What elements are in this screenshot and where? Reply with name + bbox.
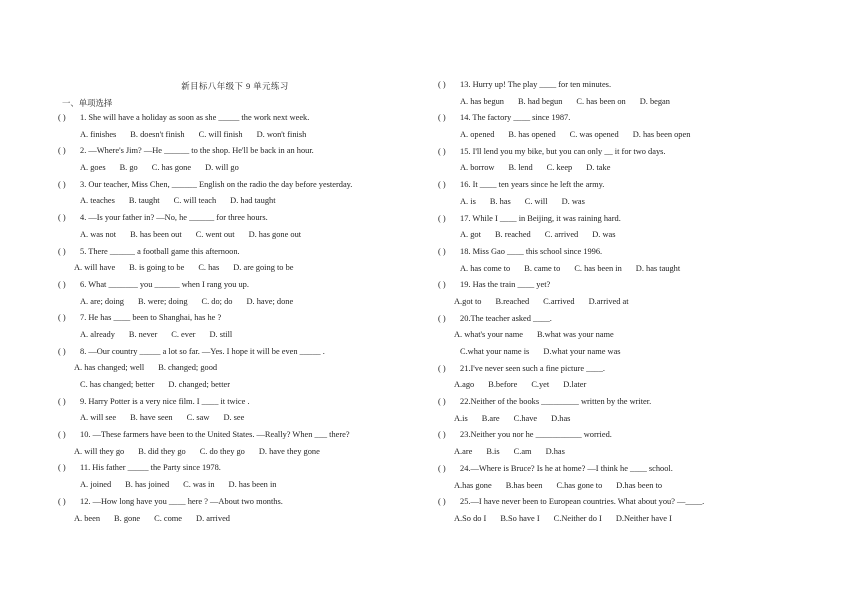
answer-blank[interactable]: ( ) <box>58 213 66 223</box>
option-choice[interactable]: A. opened <box>460 130 495 140</box>
question-stem <box>58 213 352 230</box>
page-title: 新目标八年级下 9 单元练习 <box>181 82 289 91</box>
option-choice[interactable]: D. have; done <box>246 296 294 306</box>
question-stem <box>58 247 352 264</box>
option-choice[interactable]: C. was opened <box>569 130 619 140</box>
option-choice[interactable]: D. won't finish <box>256 129 307 139</box>
answer-blank[interactable]: ( ) <box>438 397 446 407</box>
option-choice[interactable]: A.got to <box>454 296 482 306</box>
option-choice[interactable]: D.has been to <box>616 480 663 490</box>
option-choice[interactable]: C. will teach <box>173 196 217 206</box>
option-choice[interactable]: C. will <box>524 196 548 206</box>
option-choice[interactable]: C. has changed; better <box>80 380 155 389</box>
option-choice[interactable]: B.reached <box>495 296 530 306</box>
question-stem <box>438 80 704 97</box>
question-text: 17. While I ____ in Beijing, it was raining hard. <box>460 213 621 223</box>
option-choice[interactable]: C. will finish <box>198 129 243 139</box>
question-stem <box>58 146 352 163</box>
answer-blank[interactable]: ( ) <box>58 346 66 356</box>
option-choice[interactable]: A. is <box>460 196 476 206</box>
question-text: 9. Harry Potter is a very nice film. I ____ it twice . <box>80 396 250 406</box>
option-choice[interactable]: D.has <box>545 447 565 457</box>
question-text: 1. She will have a holiday as soon as she _____ the work next week. <box>80 113 310 122</box>
option-choice[interactable]: B. never <box>128 329 158 339</box>
option-choice[interactable]: B. is going to be <box>129 263 185 273</box>
option-row <box>438 380 704 397</box>
option-choice[interactable]: C. has been on <box>576 96 626 106</box>
question-stem <box>438 214 704 231</box>
question-text: 10. —These farmers have been to the United States. —Really? When ___ there? <box>80 430 350 440</box>
option-choice[interactable]: D. changed; better <box>168 380 231 389</box>
option-choice[interactable]: C. arrived <box>544 230 579 240</box>
option-choice[interactable]: B.is <box>486 447 500 457</box>
option-choice[interactable]: D. arrived <box>196 513 230 523</box>
answer-blank[interactable]: ( ) <box>58 246 66 256</box>
option-row <box>58 480 352 497</box>
option-choice[interactable]: D.has <box>551 413 571 423</box>
question-text: 5. There ______ a football game this afternoon. <box>80 246 240 256</box>
option-row <box>58 363 352 380</box>
answer-blank[interactable]: ( ) <box>58 463 66 473</box>
option-row <box>438 297 704 314</box>
answer-blank[interactable]: ( ) <box>438 213 446 223</box>
question-stem <box>438 497 704 514</box>
question-text: 21.I've never seen such a fine picture ____. <box>460 363 605 373</box>
answer-blank[interactable]: ( ) <box>438 363 446 373</box>
option-choice[interactable]: A. has changed; well <box>74 363 145 373</box>
option-row <box>58 297 352 314</box>
option-choice[interactable]: C. has <box>198 263 220 273</box>
option-choice[interactable]: C.Neither do I <box>553 513 602 523</box>
question-stem <box>438 280 704 297</box>
option-row <box>58 263 352 280</box>
question-text: 8. —Our country _____ a lot so far. —Yes. I hope it will be even _____ . <box>80 346 325 356</box>
question-stem <box>58 347 352 364</box>
answer-blank[interactable]: ( ) <box>438 113 446 123</box>
question-stem <box>438 147 704 164</box>
option-row <box>438 330 704 347</box>
option-choice[interactable]: D. take <box>586 163 611 173</box>
option-choice[interactable]: B. had begun <box>517 96 563 106</box>
question-stem <box>438 364 704 381</box>
option-choice[interactable]: A.ago <box>454 380 475 390</box>
option-row <box>438 347 704 364</box>
option-choice[interactable]: C. keep <box>546 163 573 173</box>
option-choice[interactable]: A.So do I <box>454 513 487 523</box>
answer-blank[interactable]: ( ) <box>438 180 446 190</box>
option-choice[interactable]: B. did they go <box>138 446 186 456</box>
option-choice[interactable]: B.what was your name <box>536 330 614 340</box>
question-text: 23.Neither you nor he ___________ worried. <box>460 430 612 440</box>
question-text: 14. The factory ____ since 1987. <box>460 113 571 123</box>
option-choice[interactable]: B. go <box>119 163 138 173</box>
question-stem <box>438 397 704 414</box>
option-choice[interactable]: C.am <box>513 447 532 457</box>
answer-blank[interactable]: ( ) <box>58 146 66 156</box>
option-choice[interactable]: D. have they gone <box>258 446 320 456</box>
option-choice[interactable]: C. do; do <box>201 296 233 306</box>
answer-blank[interactable]: ( ) <box>438 497 446 507</box>
option-choice[interactable]: D. will go <box>205 163 239 173</box>
answer-blank[interactable]: ( ) <box>438 463 446 473</box>
option-row <box>58 514 352 531</box>
question-stem <box>438 314 704 331</box>
question-stem <box>58 497 352 514</box>
option-choice[interactable]: C. come <box>154 513 183 523</box>
option-row <box>58 330 352 347</box>
question-text: 25.—I have never been to European countries. What about you? —____. <box>460 497 705 507</box>
option-choice[interactable]: D.arrived at <box>588 296 629 306</box>
option-choice[interactable]: B. has <box>489 196 511 206</box>
option-choice[interactable]: A. already <box>80 329 115 339</box>
question-stem <box>58 463 352 480</box>
option-choice[interactable]: B. doesn't finish <box>130 129 185 139</box>
answer-blank[interactable]: ( ) <box>58 279 66 289</box>
option-row <box>438 264 704 281</box>
option-choice[interactable]: D.Neither have I <box>615 513 672 523</box>
option-choice[interactable]: D. began <box>639 96 670 106</box>
option-row <box>438 230 704 247</box>
option-choice[interactable]: D. had taught <box>230 196 276 206</box>
section-heading: 一、单项选择 <box>62 99 113 108</box>
option-choice[interactable]: C. has been in <box>574 263 622 273</box>
option-choice[interactable]: C.yet <box>531 380 550 390</box>
option-choice[interactable]: D. has been in <box>228 480 277 490</box>
option-choice[interactable]: A.has gone <box>454 480 492 490</box>
option-row <box>438 130 704 147</box>
option-choice[interactable]: B. reached <box>494 230 531 240</box>
option-choice[interactable]: A.is <box>454 413 468 423</box>
option-choice[interactable]: A. what's your name <box>454 330 523 340</box>
option-choice[interactable]: A. borrow <box>460 163 495 173</box>
option-row <box>58 413 352 430</box>
question-stem <box>58 113 352 130</box>
question-text: 12. —How long have you ____ here ? —About two months. <box>80 496 283 506</box>
option-choice[interactable]: A. will have <box>74 263 116 273</box>
option-choice[interactable]: C.have <box>513 413 538 423</box>
option-choice[interactable]: B.before <box>488 380 518 390</box>
answer-blank[interactable]: ( ) <box>58 496 66 506</box>
option-choice[interactable]: B.So have I <box>500 513 540 523</box>
answer-blank[interactable]: ( ) <box>58 179 66 189</box>
option-choice[interactable]: B. lend <box>508 163 533 173</box>
option-choice[interactable]: A. been <box>74 513 101 523</box>
answer-blank[interactable]: ( ) <box>58 313 66 323</box>
option-row <box>58 163 352 180</box>
question-text: 19. Has the train ____ yet? <box>460 280 551 290</box>
option-row <box>438 197 704 214</box>
right-column <box>438 80 704 531</box>
answer-blank[interactable]: ( ) <box>438 146 446 156</box>
option-choice[interactable]: D.later <box>563 380 587 390</box>
answer-blank[interactable]: ( ) <box>438 280 446 290</box>
option-choice[interactable]: A. teaches <box>80 196 115 206</box>
option-choice[interactable]: C.has gone to <box>556 480 603 490</box>
question-text: 4. —Is your father in? —No, he ______ for three hours. <box>80 213 268 223</box>
question-stem <box>438 464 704 481</box>
option-row <box>58 230 352 247</box>
question-text: 16. It ____ ten years since he left the army. <box>460 180 605 190</box>
option-choice[interactable]: D. has taught <box>635 263 681 273</box>
question-stem <box>58 180 352 197</box>
question-stem <box>58 313 352 330</box>
option-choice[interactable]: A. has begun <box>460 96 504 106</box>
option-choice[interactable]: B. gone <box>114 513 141 523</box>
option-row <box>438 163 704 180</box>
option-choice[interactable]: B. has been out <box>130 229 182 239</box>
left-column <box>58 113 352 530</box>
question-stem <box>438 113 704 130</box>
answer-blank[interactable]: ( ) <box>438 430 446 440</box>
question-stem <box>58 280 352 297</box>
option-row <box>438 514 704 531</box>
option-choice[interactable]: A. will they go <box>74 446 125 456</box>
question-text: 18. Miss Gao ____ this school since 1996. <box>460 246 603 256</box>
question-stem <box>58 397 352 414</box>
option-row <box>438 447 704 464</box>
option-row <box>58 447 352 464</box>
option-choice[interactable]: B. changed; good <box>158 363 218 373</box>
option-choice[interactable]: B. has opened <box>508 130 556 140</box>
question-text: 11. His father _____ the Party since 1978. <box>80 463 221 473</box>
option-choice[interactable]: B. were; doing <box>137 296 188 306</box>
option-choice[interactable]: D. see <box>223 413 245 423</box>
option-choice[interactable]: C.what your name is <box>460 347 530 356</box>
question-text: 6. What _______ you ______ when I rang you up. <box>80 279 249 289</box>
option-row <box>438 97 704 114</box>
question-stem <box>58 430 352 447</box>
option-choice[interactable]: A. joined <box>80 480 112 490</box>
option-choice[interactable]: D. was <box>592 230 616 240</box>
option-choice[interactable]: C. do they go <box>199 446 245 456</box>
option-choice[interactable]: B.are <box>481 413 500 423</box>
answer-blank[interactable]: ( ) <box>58 113 66 122</box>
option-choice[interactable]: B. has joined <box>125 480 170 490</box>
option-choice[interactable]: A.are <box>454 447 473 457</box>
option-choice[interactable]: C. went out <box>195 229 235 239</box>
option-choice[interactable]: D.what your name was <box>543 347 621 356</box>
question-text: 15. I'll lend you my bike, but you can only __ it for two days. <box>460 146 666 156</box>
option-choice[interactable]: A. will see <box>80 413 117 423</box>
option-choice[interactable]: B. have seen <box>130 413 173 423</box>
option-choice[interactable]: C. has gone <box>151 163 192 173</box>
option-choice[interactable]: C.arrived <box>543 296 575 306</box>
option-choice[interactable]: C. saw <box>186 413 210 423</box>
question-stem <box>438 247 704 264</box>
question-text: 20.The teacher asked ____. <box>460 313 552 323</box>
question-stem <box>438 180 704 197</box>
option-choice[interactable]: B. taught <box>128 196 160 206</box>
option-choice[interactable]: C. ever <box>171 329 196 339</box>
answer-blank[interactable]: ( ) <box>438 313 446 323</box>
option-row <box>58 196 352 213</box>
option-choice[interactable]: A. are; doing <box>80 296 124 306</box>
option-choice[interactable]: A. has come to <box>460 263 511 273</box>
question-text: 22.Neither of the books _________ written by the writer. <box>460 397 652 407</box>
answer-blank[interactable]: ( ) <box>438 80 446 89</box>
option-choice[interactable]: B. came to <box>524 263 561 273</box>
answer-blank[interactable]: ( ) <box>438 246 446 256</box>
question-text: 13. Hurry up! The play ____ for ten minutes. <box>460 80 612 89</box>
option-choice[interactable]: D. are going to be <box>233 263 294 273</box>
question-text: 3. Our teacher, Miss Chen, ______ English on the radio the day before yesterday. <box>80 179 353 189</box>
option-choice[interactable]: D. still <box>209 329 233 339</box>
question-text: 2. —Where's Jim? —He ______ to the shop. He'll be back in an hour. <box>80 146 314 156</box>
option-row <box>58 130 352 147</box>
option-choice[interactable]: B.has been <box>505 480 543 490</box>
option-choice[interactable]: A. got <box>460 230 481 240</box>
answer-blank[interactable]: ( ) <box>58 396 66 406</box>
answer-blank[interactable]: ( ) <box>58 430 66 440</box>
option-choice[interactable]: D. has gone out <box>248 229 302 239</box>
option-choice[interactable]: A. finishes <box>80 129 117 139</box>
option-choice[interactable]: A. was not <box>80 229 117 239</box>
question-text: 24.—Where is Bruce? Is he at home? —I think he ____ school. <box>460 463 673 473</box>
option-row <box>438 481 704 498</box>
option-row <box>58 380 352 397</box>
option-choice[interactable]: D. was <box>561 196 585 206</box>
option-choice[interactable]: A. goes <box>80 163 106 173</box>
option-choice[interactable]: D. has been open <box>632 130 691 140</box>
question-text: 7. He has ____ been to Shanghai, has he ? <box>80 313 222 323</box>
option-row <box>438 414 704 431</box>
question-stem <box>438 430 704 447</box>
option-choice[interactable]: C. was in <box>183 480 215 490</box>
